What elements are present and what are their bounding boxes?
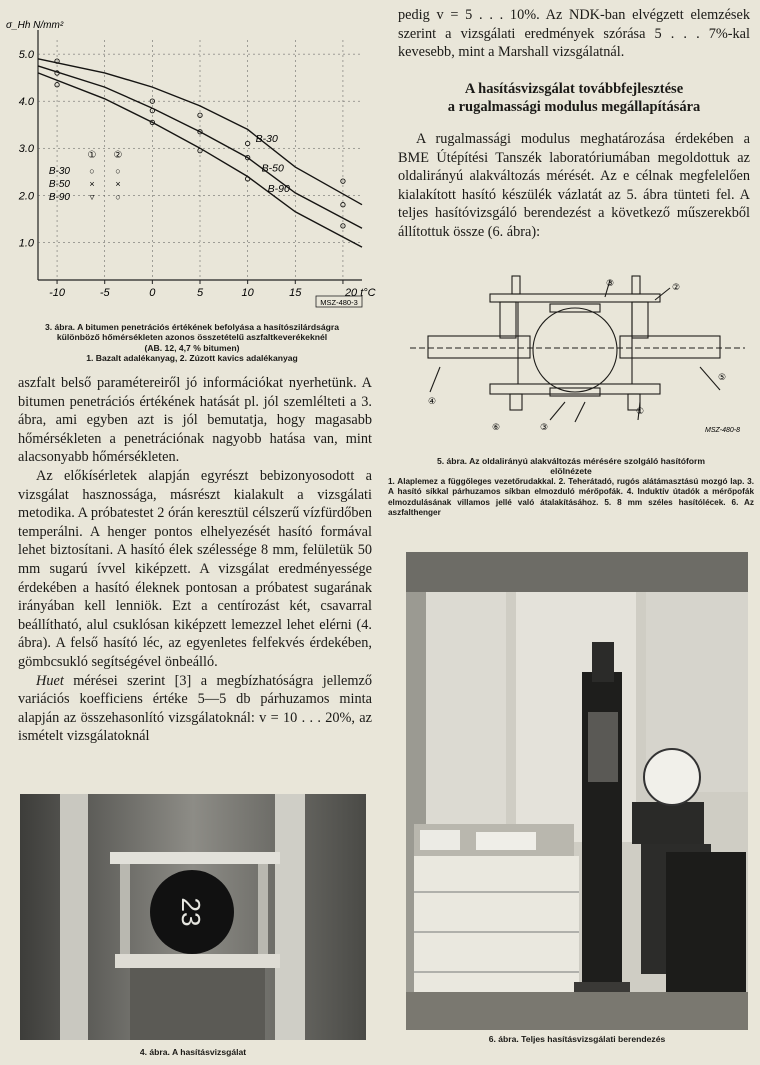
fig3-caption-line1: 3. ábra. A bitumen penetrációs értékének befolyása a hasítószilárdságra — [44, 322, 340, 332]
y-axis-label: σ_Hh N/mm² — [6, 20, 64, 31]
x-tick-label: 5 — [196, 287, 204, 299]
fig5-caption-line1: 5. ábra. Az oldalirányú alakváltozás mérésére szolgáló hasítóform — [436, 456, 706, 466]
legend-marker: × — [89, 179, 95, 189]
y-tick-label: 3.0 — [18, 143, 34, 156]
series-label-b-30: B-30 — [255, 133, 278, 146]
right-paragraph-1: A rugalmassági modulus meghatározása érdekében a BME Útépítési Tanszék laboratóriumában megoldottuk az oldalirányú alakváltozás mérését. Az e célnak megfelelően kialakított hasító készülék vázlatát az 5. ábra tünteti fel. A teljes hasítóvizsgáló berendezést a következő műszerekből állítottuk össze (6. ábra): — [398, 131, 750, 240]
y-tick-label: 4.0 — [18, 96, 34, 109]
figure-tag: MSZ-480-3 — [320, 298, 358, 307]
legend-label: B-50 — [48, 179, 70, 190]
x-tick-label: -5 — [99, 287, 110, 299]
fig6-photo-drawing — [406, 552, 748, 1030]
legend-header: ① — [87, 150, 97, 161]
left-paragraph-3 — [18, 672, 372, 746]
fig3-caption-line4: 1. Bazalt adalékanyag, 2. Zúzott kavics adalékanyag — [86, 353, 298, 364]
callout-3b: ③ — [540, 422, 549, 432]
legend-label: B-30 — [48, 166, 70, 177]
y-tick-label: 1.0 — [18, 237, 34, 250]
series-label-b-50: B-50 — [261, 162, 284, 175]
specimen-label: 23 — [176, 897, 206, 927]
legend-marker: ▿ — [89, 192, 95, 202]
x-tick-label: -10 — [49, 287, 66, 299]
y-tick-label: 2.0 — [18, 190, 34, 203]
callout-4: ④ — [428, 396, 437, 406]
fig3-caption — [8, 322, 376, 364]
penetration-chart — [0, 0, 380, 320]
callout-2: ② — [672, 282, 681, 292]
left-paragraph-1: aszfalt belső paramétereiről jó információkat nyerhetünk. A bitumen penetrációs értékének hatását pl. jól szemlélteti a 3. ábra, ami egyben azt is jól bemutatja, hogy magasabb hőmérsékleten a penetrációnak nagyobb hatása van, mint alacsonyabb hőmérsékleten. — [18, 375, 372, 466]
fig5-caption-legend: 1. Alaplemez a függőleges vezetőrudakkal. 2. Teherátadó, rugós alátámasztású mozgó lap. 3. A hasító síkkal párhuzamos síkban elmozduló mérőpofák. 4. Induktív útadók a mérőpofák elmozdulásának villamos jellé való átalakításához. 5. 8 mm széles hasítólécek. 6. Az aszfalthenger — [388, 476, 754, 518]
x-tick-label: 0 — [149, 287, 156, 299]
series-label-b-90: B-90 — [267, 183, 290, 196]
fig3-caption-line3: (AB. 12, 4,7 % bitumen) — [144, 342, 240, 353]
fig5-caption-line2: elölnézete — [550, 466, 592, 477]
right-column-top-text: pedig v = 5 . . . 10%. Az NDK-ban elvégzett elemzések szerint a vizsgálati eredmények szórása 5 . . . 7%-kal kevesebb, mint a Marshall vizsgálatnál. — [398, 7, 750, 61]
callout-1: ① — [636, 406, 645, 416]
y-tick-label: 5.0 — [18, 49, 34, 62]
callout-3: ③ — [606, 278, 615, 288]
legend-marker: × — [115, 179, 121, 189]
fig6-photo — [406, 552, 748, 1030]
section-heading-line2: a rugalmassági modulus megállapítására — [447, 99, 701, 115]
fig4-caption: 4. ábra. A hasításvizsgálat — [139, 1047, 247, 1057]
fig6-caption: 6. ábra. Teljes hasításvizsgálati berendezés — [488, 1034, 666, 1044]
legend-marker: ○ — [115, 166, 121, 176]
fig3-caption-line2: különböző hőmérsékleten azonos összetételű aszfaltkeverékeknél — [56, 332, 328, 343]
legend-marker: ○ — [89, 166, 95, 176]
callout-5: ⑤ — [718, 372, 727, 382]
section-heading-line1: A hasításvizsgálat továbbfejlesztése — [464, 81, 684, 97]
fig5-tag: MSZ-480-8 — [705, 427, 741, 434]
fig5-drawing — [400, 272, 752, 452]
legend-header: ② — [113, 150, 123, 161]
x-tick-label: 15 — [289, 287, 302, 299]
x-axis-label: 20 t°C — [344, 287, 376, 299]
x-tick-label: 10 — [241, 287, 254, 299]
legend-marker: ○ — [115, 192, 121, 202]
legend-label: B-90 — [48, 192, 70, 203]
author-name: Huet — [36, 672, 64, 689]
section-heading — [398, 80, 750, 116]
callout-6: ⑥ — [492, 422, 501, 432]
left-paragraph-2: Az előkísérletek alapján egyrészt bebizonyosodott a vizsgálat hasznossága, másrészt kialakult a vizsgálati metodika. A próbatestet 2 órán keresztül célszerű vízfürdőben temperálni. A henger pontos elhelyezését hasító formával lehet biztosítani. A hasító élek szélessége 8 mm, felületük 50 mm sugarú ívvel kiképzett. A vizsgálat eredményessége érdekében a hasító éleknek pontosan a próbatest sugarának irányában kell lenniök. Ezt a centírozást két, csavarral beállítható, alul csuklósan kiképzett lemezzel lehet elérni (4. ábra). A felső hasító léc, az egyenletes felfekvés érdekében, gömbcsukló segítségével önbeálló. — [18, 467, 372, 670]
left-paragraph-3-text: mérései szerint [3] a megbízhatóságra jellemző variációs koefficiens értéke 5—5 db párhuzamos minta alapján az összehasonlító vizsgálatoknál: v = 10 . . . 20%, az ismételt vizsgálatoknál — [18, 672, 372, 745]
fig4-photo-drawing — [20, 794, 366, 1040]
fig5-caption — [388, 456, 754, 518]
left-column-text — [18, 374, 372, 746]
fig4-photo — [20, 794, 366, 1040]
